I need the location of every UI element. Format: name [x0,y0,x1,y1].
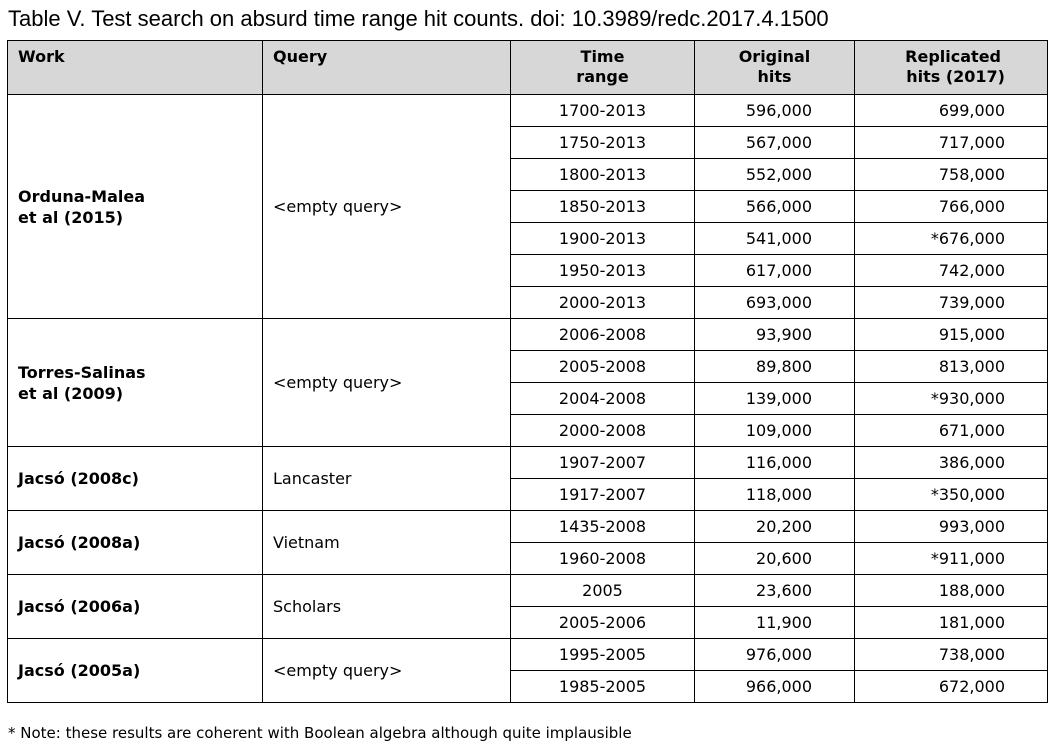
time-range-cell: 1800-2013 [511,159,695,191]
query-cell: <empty query> [263,639,511,703]
work-cell [8,575,263,639]
original-hits-cell: 596,000 [695,95,855,127]
work-name: Torres-Salinas [18,362,146,382]
replicated-hits-cell: 386,000 [855,447,1048,479]
replicated-hits-cell: *911,000 [855,543,1048,575]
table-row [8,319,1048,351]
time-range-cell: 2005 [511,575,695,607]
work-name: Jacsó (2008a) [18,533,141,552]
replicated-hits-cell: 181,000 [855,607,1048,639]
table-row [8,639,1048,671]
query-cell: <empty query> [263,319,511,447]
replicated-hits-cell: 813,000 [855,351,1048,383]
original-hits-cell: 93,900 [695,319,855,351]
time-range-cell: 2005-2008 [511,351,695,383]
replicated-hits-cell: 671,000 [855,415,1048,447]
original-hits-cell: 552,000 [695,159,855,191]
time-range-cell: 2000-2013 [511,287,695,319]
hit-counts-table [7,40,1048,703]
original-hits-cell: 20,200 [695,511,855,543]
work-cell [8,639,263,703]
replicated-hits-cell: 717,000 [855,127,1048,159]
original-hits-cell: 617,000 [695,255,855,287]
replicated-hits-cell: 742,000 [855,255,1048,287]
time-range-cell: 1985-2005 [511,671,695,703]
header-row [8,41,1048,95]
table-row [8,511,1048,543]
replicated-hits-cell: 738,000 [855,639,1048,671]
query-cell: <empty query> [263,95,511,319]
replicated-hits-cell: 739,000 [855,287,1048,319]
time-range-cell: 1960-2008 [511,543,695,575]
replicated-hits-cell: 758,000 [855,159,1048,191]
query-cell: Scholars [263,575,511,639]
header-time-range: Time range [511,41,695,95]
work-name: Jacsó (2005a) [18,661,141,680]
original-hits-cell: 89,800 [695,351,855,383]
work-cell [8,319,263,447]
time-range-cell: 1750-2013 [511,127,695,159]
table-row [8,95,1048,127]
work-cell [8,447,263,511]
query-cell: Vietnam [263,511,511,575]
replicated-hits-cell: *676,000 [855,223,1048,255]
replicated-hits-cell: 766,000 [855,191,1048,223]
work-name-line2: et al (2015) [18,207,124,227]
replicated-hits-cell: *930,000 [855,383,1048,415]
query-cell: Lancaster [263,447,511,511]
time-range-cell: 1950-2013 [511,255,695,287]
replicated-hits-cell: 993,000 [855,511,1048,543]
time-range-cell: 1700-2013 [511,95,695,127]
table-row [8,575,1048,607]
work-cell [8,511,263,575]
replicated-hits-cell: 915,000 [855,319,1048,351]
work-name: Orduna-Malea [18,186,146,206]
time-range-cell: 1900-2013 [511,223,695,255]
table-body [8,95,1048,703]
replicated-hits-cell: 188,000 [855,575,1048,607]
original-hits-cell: 966,000 [695,671,855,703]
replicated-hits-cell: 699,000 [855,95,1048,127]
header-replicated-hits: Replicated hits (2017) [855,41,1048,95]
time-range-cell: 1907-2007 [511,447,695,479]
header-work: Work [8,41,263,95]
original-hits-cell: 566,000 [695,191,855,223]
header-query: Query [263,41,511,95]
time-range-cell: 1995-2005 [511,639,695,671]
header-original-hits: Original hits [695,41,855,95]
original-hits-cell: 23,600 [695,575,855,607]
time-range-cell: 1435-2008 [511,511,695,543]
original-hits-cell: 139,000 [695,383,855,415]
time-range-cell: 1917-2007 [511,479,695,511]
footnote: * Note: these results are coherent with Boolean algebra although quite implausible [8,724,632,742]
time-range-cell: 2005-2006 [511,607,695,639]
time-range-cell: 2006-2008 [511,319,695,351]
original-hits-cell: 116,000 [695,447,855,479]
original-hits-cell: 20,600 [695,543,855,575]
work-name-line2: et al (2009) [18,383,124,403]
original-hits-cell: 976,000 [695,639,855,671]
original-hits-cell: 693,000 [695,287,855,319]
replicated-hits-cell: *350,000 [855,479,1048,511]
original-hits-cell: 11,900 [695,607,855,639]
work-name: Jacsó (2006a) [18,597,141,616]
original-hits-cell: 567,000 [695,127,855,159]
time-range-cell: 2000-2008 [511,415,695,447]
table-row [8,447,1048,479]
original-hits-cell: 109,000 [695,415,855,447]
table-caption: Table V. Test search on absurd time range hit counts. doi: 10.3989/redc.2017.4.1500 [8,6,829,31]
work-cell [8,95,263,319]
replicated-hits-cell: 672,000 [855,671,1048,703]
original-hits-cell: 118,000 [695,479,855,511]
original-hits-cell: 541,000 [695,223,855,255]
time-range-cell: 2004-2008 [511,383,695,415]
time-range-cell: 1850-2013 [511,191,695,223]
work-name: Jacsó (2008c) [18,469,139,488]
